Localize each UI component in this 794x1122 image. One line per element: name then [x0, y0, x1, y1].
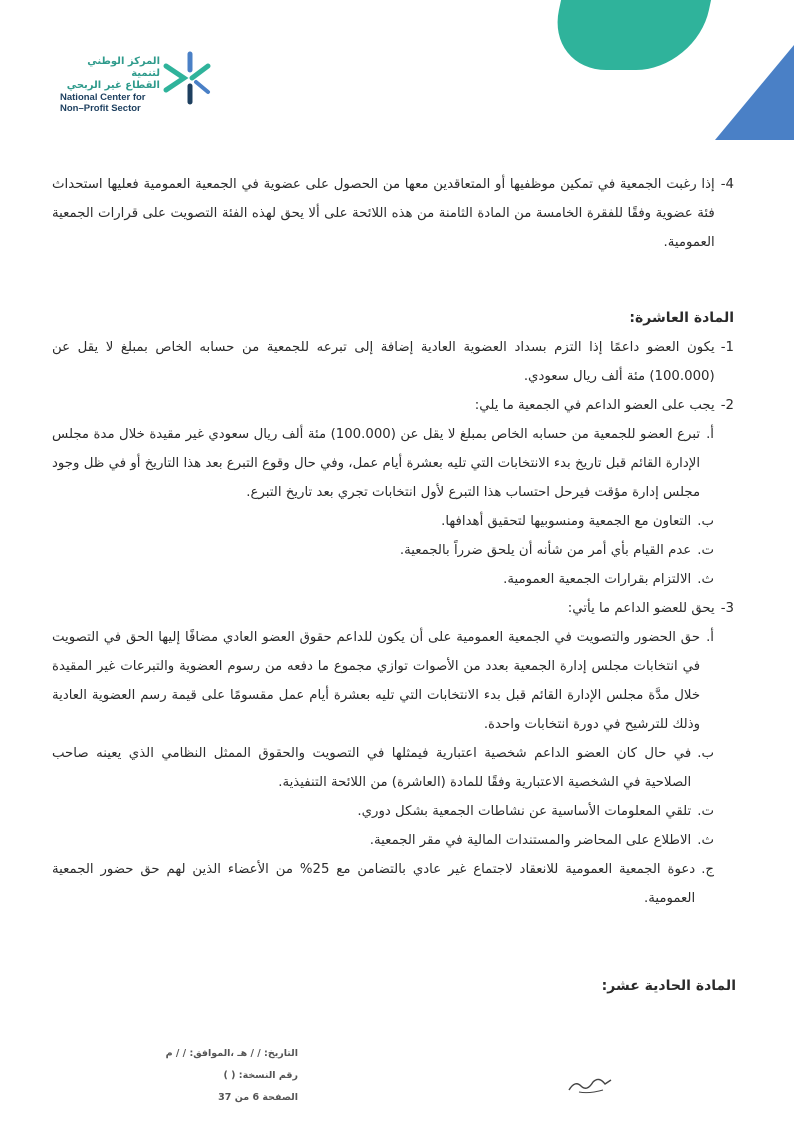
ncnp-logo [60, 48, 220, 118]
handwritten-signature [565, 1068, 615, 1096]
decorative-teal-shape [546, 0, 724, 70]
sub-clause-letter: ث. [697, 833, 714, 848]
logo-english-line-1: National Center for [60, 92, 146, 103]
sub-clause-letter: أ. [706, 427, 714, 442]
sub-clause-text: تلقي المعلومات الأساسية عن نشاطات الجمعية بشكل دوري. [357, 804, 692, 819]
footer-page-number: الصفحة 6 من 37 [218, 1092, 298, 1103]
clause-item [52, 391, 734, 420]
document-footer [68, 1048, 298, 1114]
clause-number: 1- [720, 340, 734, 355]
sub-clause-item [52, 565, 734, 594]
sub-clause-text: الاطلاع على المحاضر والمستندات المالية في مقر الجمعية. [369, 833, 692, 848]
sub-clause-item [52, 797, 734, 826]
clause-number: 3- [720, 601, 734, 616]
sub-clause-text: تبرع العضو للجمعية من حسابه الخاص بمبلغ لا يقل عن (100.000) مئة ألف ريال سعودي غير مقيدة خلال مدة مجلس الإدارة القائم قبل تاريخ بدء الانتخابات التي تليه بعشرة أيام عمل، وفي حال وقوع التبرع بعد هذا التاريخ أو في ظل وجود مجلس إدارة مؤقت فيرحل احتساب هذا التبرع لأول انتخابات تجري بعد تاريخ التبرع. [52, 427, 701, 500]
sub-clause-item [52, 855, 734, 913]
sub-clause-text: حق الحضور والتصويت في الجمعية العمومية على أن يكون للداعم حقوق العضو العادي مضافًا إليها الحق في التصويت في انتخابات مجلس إدارة الجمعية بعدد من الأصوات توازي مجموع ما دفعه من رسوم العضوية والتبرعات غير المقيدة خلال مدَّة مجلس الإدارة القائم قبل بدء الانتخابات التي تليه بعشرة أيام عمل مقسومًا على قيمة رسم العضوية العادية وذلك للترشيح في دورة انتخابات واحدة. [52, 630, 701, 732]
clause-item [52, 333, 734, 391]
sub-clause-item [52, 420, 734, 507]
sub-clause-letter: ب. [697, 746, 714, 761]
sub-clause-letter: ت. [697, 804, 714, 819]
clause-text: إذا رغبت الجمعية في تمكين موظفيها أو المتعاقدين معها من الحصول على عضوية في الجمعية العمومية فعليها استحداث فئة عضوية وفقًا للفقرة الخامسة من المادة الثامنة من هذه اللائحة على ألا يحق لهذه الفئة التصويت على قرارات الجمعية العمومية. [52, 177, 715, 250]
sub-clause-text: في حال كان العضو الداعم شخصية اعتبارية فيمثلها في التصويت والحقوق الممثل النظامي الذي يعينه صاحب الصلاحية في الشخصية الاعتبارية وفقًا للمادة (العاشرة) من اللائحة التنفيذية. [52, 746, 692, 790]
sub-clause-item [52, 826, 734, 855]
clause-number: 4- [720, 177, 734, 192]
clause-item [52, 594, 734, 623]
sub-clause-letter: ب. [697, 514, 714, 529]
sub-clause-letter: ت. [697, 543, 714, 558]
sub-clause-text: دعوة الجمعية العمومية للانعقاد لاجتماع غير عادي بالتضامن مع 25% من الأعضاء الذين لهم حق حضور الجمعية العمومية. [52, 862, 696, 906]
sub-clause-letter: أ. [706, 630, 714, 645]
sub-clause-text: الالتزام بقرارات الجمعية العمومية. [503, 572, 692, 587]
logo-arabic-line-2: القطاع غير الربحي [66, 80, 160, 91]
clause-text: يحق للعضو الداعم ما يأتي: [567, 601, 715, 616]
article-11-heading: المادة الحادية عشر: [601, 978, 736, 994]
logo-text [60, 56, 160, 114]
logo-mark-icon [162, 48, 212, 108]
sub-clause-letter: ج. [701, 862, 714, 877]
sub-clause-item [52, 536, 734, 565]
footer-date-line: التاريخ: / / هـ ،الموافق: / / م [165, 1048, 298, 1059]
sub-clause-item [52, 739, 734, 797]
clause-text: يجب على العضو الداعم في الجمعية ما يلي: [474, 398, 715, 413]
sub-clause-text: عدم القيام بأي أمر من شأنه أن يلحق ضرراً بالجمعية. [399, 543, 692, 558]
sub-clause-item [52, 623, 734, 739]
sub-clause-letter: ث. [697, 572, 714, 587]
clause-text: يكون العضو داعمًا إذا التزم بسداد العضوية العادية إضافة إلى تبرعه للجمعية من حسابه الخاص بمبلغ لا يقل عن (100.000) مئة ألف ريال سعودي. [52, 340, 715, 384]
footer-copy-number: رقم النسخة: ( ) [223, 1070, 298, 1081]
sub-clause-item [52, 507, 734, 536]
decorative-blue-shape [715, 45, 794, 140]
article-10-heading: المادة العاشرة: [629, 310, 734, 326]
clause-item [52, 170, 734, 257]
clause-number: 2- [720, 398, 734, 413]
logo-english-line-2: Non–Profit Sector [60, 103, 141, 114]
logo-arabic-line-1: المركز الوطني لتنمية [87, 56, 160, 79]
sub-clause-text: التعاون مع الجمعية ومنسوبيها لتحقيق أهدافها. [441, 514, 692, 529]
document-body [52, 170, 734, 913]
